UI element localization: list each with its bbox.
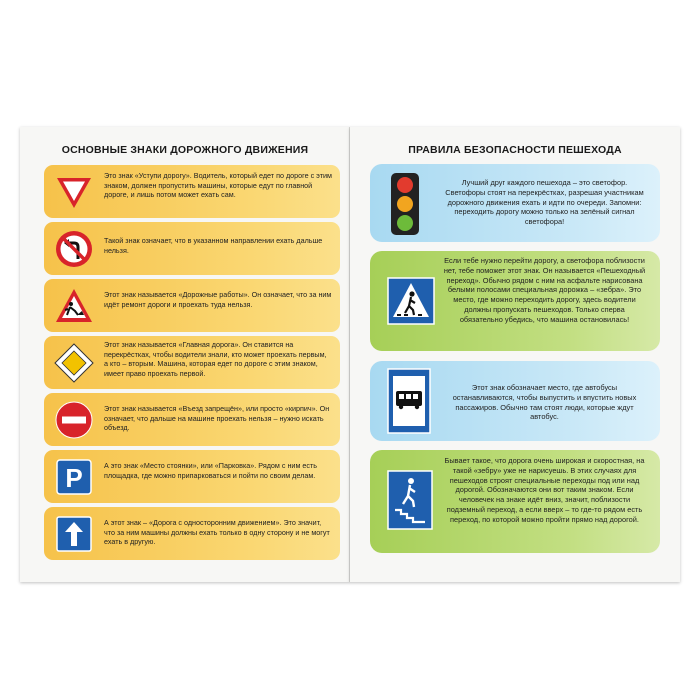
sign-description: Этот знак называется «Въезд запрещён», или просто «кирпич». Он означает, что дальше на машине проехать нельзя – нужно искать объезд. [104,404,330,433]
rule-row-bus-stop [370,361,660,441]
svg-text:P: P [65,463,83,493]
rule-row-underpass [370,450,660,553]
bus-stop-sign-icon [387,368,431,434]
sign-row-parking [44,450,340,503]
rule-description: Если тебе нужно перейти дорогу, а светофора поблизости нет, тебе поможет этот знак. Он называется «Пешеходный переход». Обычно рядом с ним на асфальте нарисована белыми полосами специальная дорожка – «зебра». Это место, где можно переходить дорогу, здесь водители должны пропускать пешеходов. Только сперва обязательно убедись, что машина остановилась! [443,256,646,324]
rule-description: Бывает такое, что дорога очень широкая и скоростная, на такой «зебру» уже не нарисуешь. В этих случаях для пешеходов строят специальные переходы под или над дорогой. Обозначаются они вот таким знаком. Если человечек на знаке идёт вниз, значит, поблизости подземный переход, а если вверх – то где-то рядом есть переход, по которой можно пройти прямо над дорогой. [444,456,645,524]
sign-row-one-way [44,507,340,560]
yield-sign-icon [54,172,94,212]
no-entry-sign-icon [54,400,94,440]
sign-description: А это знак «Место стоянки», или «Парковка». Рядом с ним есть площадка, где можно припарковаться и пойти по своим делам. [104,461,318,480]
rule-description: Этот знак обозначает место, где автобусы останавливаются, чтобы выпустить и впустить новых пассажиров. Обычно там стоят люди, которые ждут автобус. [452,383,637,422]
right-page-title: ПРАВИЛА БЕЗОПАСНОСТИ ПЕШЕХОДА [408,144,622,156]
rule-description: Лучший друг каждого пешехода – это светофор. Светофоры стоят на перекрёстках, разрешая участникам дорожного движения ехать и идти по очереди. Запомни: переходить дорогу можно только на зелёный сигнал светофора! [445,178,644,227]
sign-row-road-works [44,279,340,332]
priority-road-sign-icon [54,343,94,383]
underpass-sign-icon [387,470,433,530]
rule-row-pedestrian-crossing [370,251,660,351]
left-page-title: ОСНОВНЫЕ ЗНАКИ ДОРОЖНОГО ДВИЖЕНИЯ [61,144,309,156]
sign-description: Это знак «Уступи дорогу». Водитель, который едет по дороге с этим знаком, должен пропустить машины, которые едут по главной дороге, и лишь потом может ехать сам. [104,171,332,200]
sign-description: Такой знак означает, что в указанном направлении ехать дальше нельзя. [104,236,323,255]
one-way-road-sign-icon [54,514,94,554]
road-works-sign-icon [54,286,94,326]
parking-sign-icon [54,457,94,497]
sign-row-no-entry [44,393,340,446]
sign-row-no-left-turn [44,222,340,275]
left-page [20,127,350,582]
rule-row-traffic-light [370,164,660,242]
sign-row-priority-road [44,336,340,389]
sign-row-yield [44,165,340,218]
right-page [350,127,680,582]
sign-description: А этот знак – «Дорога с односторонним движением». Это значит, что за ним машины должны ехать только в одну сторону и не могут ехать в другую. [104,518,330,547]
traffic-light-icon [387,172,423,236]
pedestrian-crossing-sign-icon [387,277,435,325]
sign-description: Этот знак называется «Дорожные работы». Он означает, что за ним идёт ремонт дороги и проехать туда нельзя. [104,290,332,309]
no-left-turn-sign-icon [54,229,94,269]
sign-description: Этот знак называется «Главная дорога». Он ставится на перекрёстках, чтобы водители знали, кто может проехать первым, а кто – вторым. Машина, которая едет по дороге с этим знаком, имеет право проехать первой. [104,340,327,378]
